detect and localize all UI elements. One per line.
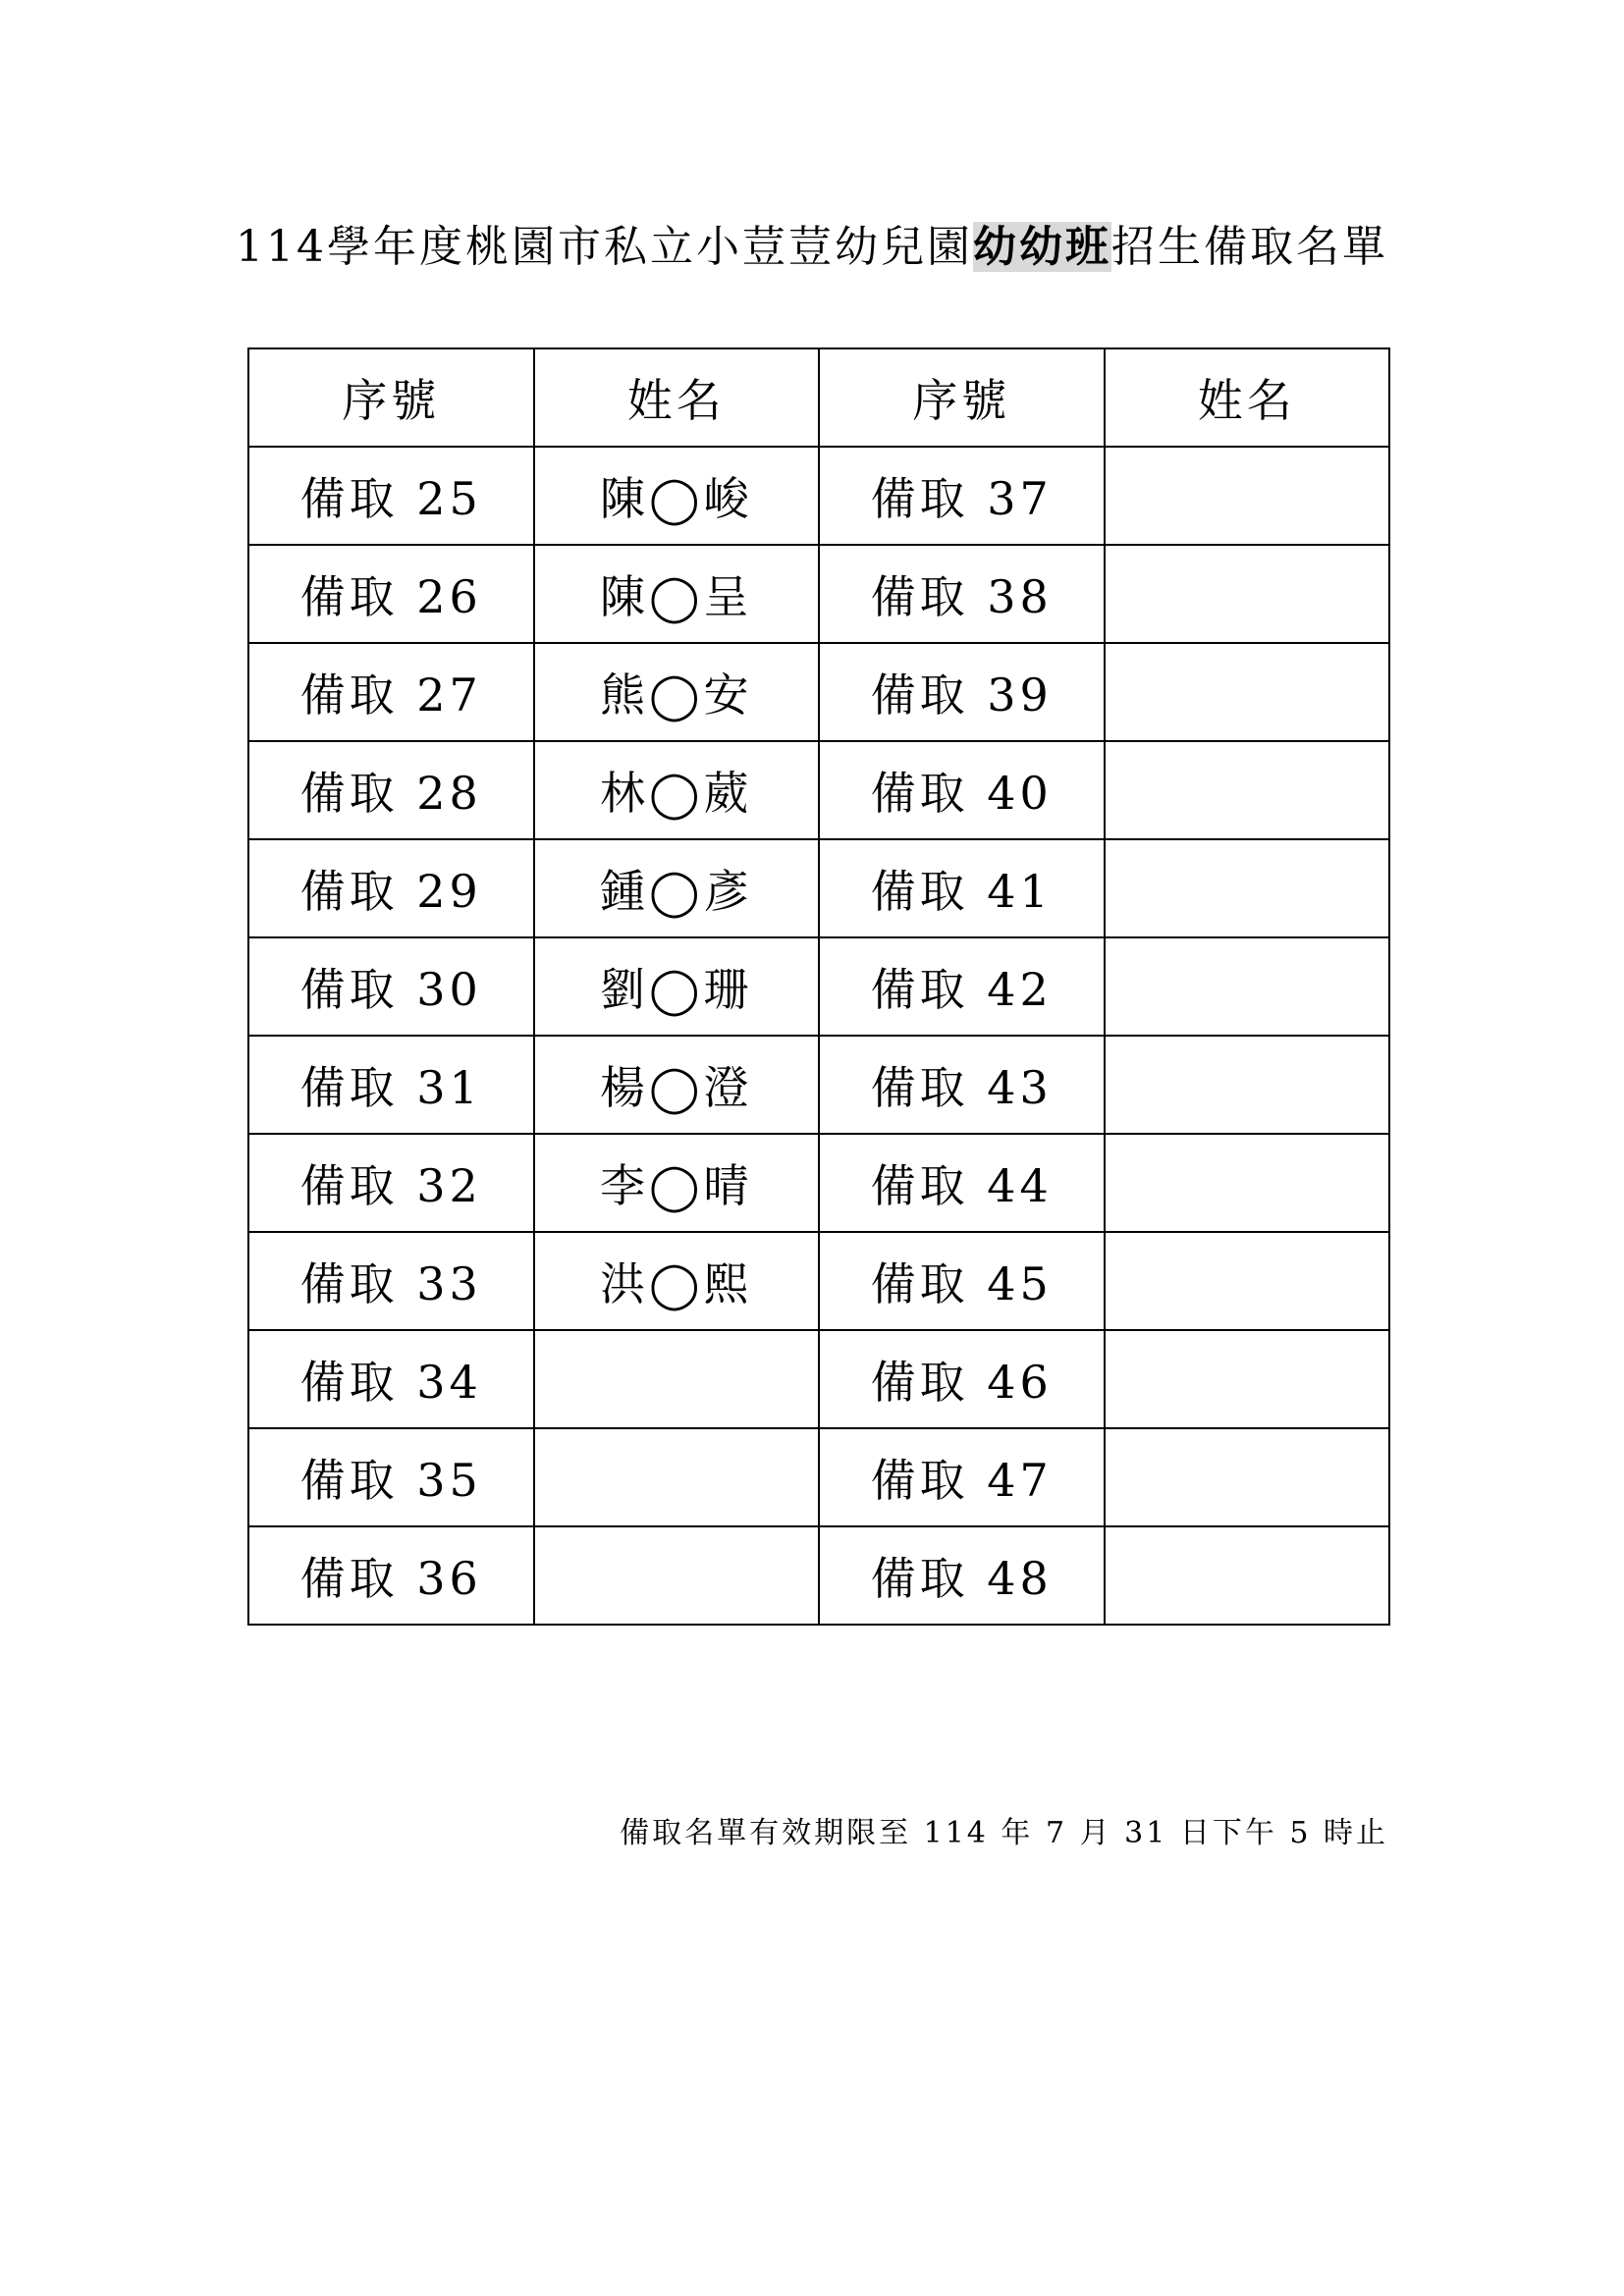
table-row [248,1036,1389,1134]
student-name-cell [1105,839,1390,937]
waitlist-number-cell: 備取 27 [248,643,534,741]
student-name-cell [1105,447,1390,545]
waitlist-number-cell: 備取 25 [248,447,534,545]
table-row [248,839,1389,937]
table-row [248,741,1389,839]
waitlist-number-cell: 備取 47 [819,1428,1105,1526]
header-number-left: 序號 [248,348,534,447]
student-name-cell [1105,1526,1390,1625]
table-row [248,1526,1389,1625]
table-row [248,447,1389,545]
student-name-cell: 林◯葳 [534,741,820,839]
waitlist-number-cell: 備取 35 [248,1428,534,1526]
student-name-cell [534,1330,820,1428]
validity-note: 備取名單有效期限至 114 年 7 月 31 日下午 5 時止 [620,1816,1388,1850]
student-name-cell [1105,1428,1390,1526]
title-prefix: 114學年度桃園市私立小荳荳幼兒園 [236,222,973,272]
header-number-right: 序號 [819,348,1105,447]
student-name-cell: 李◯晴 [534,1134,820,1232]
student-name-cell [1105,1036,1390,1134]
table-row [248,1134,1389,1232]
table-row [248,1428,1389,1526]
title-highlight: 幼幼班 [972,222,1111,272]
waitlist-number-cell: 備取 44 [819,1134,1105,1232]
table-body [248,447,1389,1625]
waitlist-number-cell: 備取 34 [248,1330,534,1428]
waitlist-number-cell: 備取 43 [819,1036,1105,1134]
student-name-cell: 劉◯珊 [534,937,820,1036]
waitlist-number-cell: 備取 33 [248,1232,534,1330]
student-name-cell [534,1526,820,1625]
student-name-cell [1105,741,1390,839]
waitlist-number-cell: 備取 28 [248,741,534,839]
waitlist-number-cell: 備取 41 [819,839,1105,937]
header-name-left: 姓名 [534,348,820,447]
waitlist-number-cell: 備取 29 [248,839,534,937]
table-row [248,545,1389,643]
table-row [248,643,1389,741]
waitlist-number-cell: 備取 48 [819,1526,1105,1625]
student-name-cell [1105,545,1390,643]
waitlist-number-cell: 備取 37 [819,447,1105,545]
waitlist-number-cell: 備取 36 [248,1526,534,1625]
student-name-cell [534,1428,820,1526]
title-suffix: 招生備取名單 [1110,222,1388,272]
student-name-cell [1105,643,1390,741]
student-name-cell: 楊◯澄 [534,1036,820,1134]
student-name-cell: 陳◯峻 [534,447,820,545]
table-header-row [248,348,1389,447]
student-name-cell: 鍾◯彥 [534,839,820,937]
waitlist-table [247,347,1390,1626]
waitlist-number-cell: 備取 40 [819,741,1105,839]
student-name-cell: 洪◯熙 [534,1232,820,1330]
student-name-cell: 熊◯安 [534,643,820,741]
table-row [248,1232,1389,1330]
waitlist-number-cell: 備取 30 [248,937,534,1036]
waitlist-number-cell: 備取 26 [248,545,534,643]
waitlist-number-cell: 備取 31 [248,1036,534,1134]
student-name-cell [1105,1330,1390,1428]
waitlist-number-cell: 備取 42 [819,937,1105,1036]
waitlist-number-cell: 備取 39 [819,643,1105,741]
page-title [0,218,1624,277]
waitlist-number-cell: 備取 38 [819,545,1105,643]
student-name-cell: 陳◯呈 [534,545,820,643]
table-row [248,1330,1389,1428]
student-name-cell [1105,1134,1390,1232]
waitlist-number-cell: 備取 32 [248,1134,534,1232]
student-name-cell [1105,1232,1390,1330]
waitlist-number-cell: 備取 46 [819,1330,1105,1428]
header-name-right: 姓名 [1105,348,1390,447]
waitlist-number-cell: 備取 45 [819,1232,1105,1330]
table-row [248,937,1389,1036]
student-name-cell [1105,937,1390,1036]
